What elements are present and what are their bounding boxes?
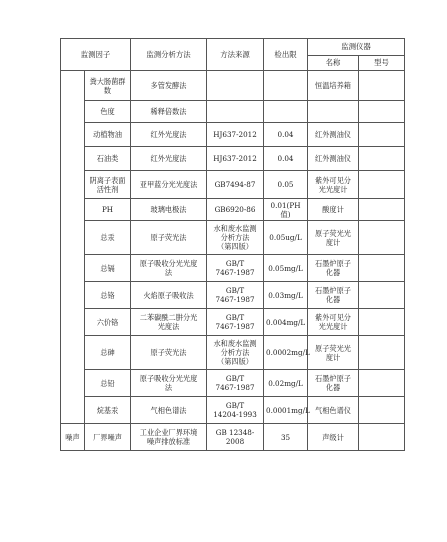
method-cell: 气相色谱法 bbox=[131, 397, 207, 424]
factor-cell: 总汞 bbox=[85, 221, 131, 255]
model-cell bbox=[359, 282, 405, 309]
method-cell: 工业企业厂界环境 噪声排放标准 bbox=[131, 424, 207, 451]
factor-cell: 动植物油 bbox=[85, 123, 131, 147]
factor-cell: PH bbox=[85, 199, 131, 221]
table-row bbox=[61, 71, 405, 101]
instrument-cell: 紫外可见分 光光度计 bbox=[308, 309, 359, 336]
limit-cell: 0.05ug/L bbox=[264, 221, 308, 255]
factor-cell: 烷基汞 bbox=[85, 397, 131, 424]
model-cell bbox=[359, 424, 405, 451]
limit-cell: 0.04 bbox=[264, 147, 308, 171]
model-cell bbox=[359, 71, 405, 101]
instrument-cell bbox=[308, 101, 359, 123]
table-row bbox=[61, 397, 405, 424]
model-cell bbox=[359, 123, 405, 147]
limit-cell: 0.004mg/L bbox=[264, 309, 308, 336]
factor-cell: 总铬 bbox=[85, 282, 131, 309]
model-cell bbox=[359, 336, 405, 370]
table-row bbox=[61, 255, 405, 282]
instrument-cell: 酸度计 bbox=[308, 199, 359, 221]
method-cell: 二苯碳酰二肼分光 光度法 bbox=[131, 309, 207, 336]
source-cell: GB6920-86 bbox=[207, 199, 264, 221]
limit-cell bbox=[264, 71, 308, 101]
header-factor: 监测因子 bbox=[61, 39, 131, 71]
model-cell bbox=[359, 255, 405, 282]
header-instrument: 监测仪器 bbox=[308, 39, 405, 56]
model-cell bbox=[359, 171, 405, 199]
instrument-cell: 红外测油仪 bbox=[308, 123, 359, 147]
table-row bbox=[61, 147, 405, 171]
table-row bbox=[61, 101, 405, 123]
instrument-cell: 原子荧光光 度计 bbox=[308, 336, 359, 370]
header-instrument-name: 名称 bbox=[308, 56, 359, 71]
method-cell: 红外光度法 bbox=[131, 123, 207, 147]
table-row bbox=[61, 282, 405, 309]
table-row bbox=[61, 309, 405, 336]
factor-cell: 总镉 bbox=[85, 255, 131, 282]
source-cell: GB/T 7467-1987 bbox=[207, 255, 264, 282]
model-cell bbox=[359, 101, 405, 123]
method-cell: 稀释倍数法 bbox=[131, 101, 207, 123]
method-cell: 红外光度法 bbox=[131, 147, 207, 171]
method-cell: 原子吸收分光光度 法 bbox=[131, 370, 207, 397]
source-cell: 水和废水监测 分析方法 （第四版） bbox=[207, 221, 264, 255]
category-cell-water bbox=[61, 71, 85, 424]
model-cell bbox=[359, 397, 405, 424]
instrument-cell: 恒温培养箱 bbox=[308, 71, 359, 101]
source-cell: HJ637-2012 bbox=[207, 147, 264, 171]
instrument-cell: 红外测油仪 bbox=[308, 147, 359, 171]
limit-cell: 0.05mg/L bbox=[264, 255, 308, 282]
model-cell bbox=[359, 199, 405, 221]
source-cell: GB7494-87 bbox=[207, 171, 264, 199]
limit-cell: 0.0001mg/L bbox=[264, 397, 308, 424]
method-cell: 原子荧光法 bbox=[131, 221, 207, 255]
factor-cell: 石油类 bbox=[85, 147, 131, 171]
instrument-cell: 气相色谱仪 bbox=[308, 397, 359, 424]
table-row bbox=[61, 171, 405, 199]
table-row-noise bbox=[61, 424, 405, 451]
table-row bbox=[61, 370, 405, 397]
limit-cell: 0.04 bbox=[264, 123, 308, 147]
method-cell: 玻璃电极法 bbox=[131, 199, 207, 221]
instrument-cell: 石墨炉原子 化器 bbox=[308, 370, 359, 397]
limit-cell: 35 bbox=[264, 424, 308, 451]
factor-cell: 粪大肠菌群 数 bbox=[85, 71, 131, 101]
table-row bbox=[61, 199, 405, 221]
factor-cell: 六价铬 bbox=[85, 309, 131, 336]
header-instrument-model: 型号 bbox=[359, 56, 405, 71]
model-cell bbox=[359, 309, 405, 336]
instrument-cell: 声级计 bbox=[308, 424, 359, 451]
source-cell: GB/T 7467-1987 bbox=[207, 370, 264, 397]
source-cell: HJ637-2012 bbox=[207, 123, 264, 147]
factor-cell: 厂界噪声 bbox=[85, 424, 131, 451]
instrument-cell: 紫外可见分 光光度计 bbox=[308, 171, 359, 199]
instrument-cell: 石墨炉原子 化器 bbox=[308, 255, 359, 282]
method-cell: 亚甲蓝分光光度法 bbox=[131, 171, 207, 199]
monitoring-methods-table bbox=[60, 38, 405, 451]
table-row bbox=[61, 336, 405, 370]
source-cell: GB/T 7467-1987 bbox=[207, 309, 264, 336]
limit-cell: 0.03mg/L bbox=[264, 282, 308, 309]
header-row bbox=[61, 39, 405, 56]
header-detection-limit: 检出限 bbox=[264, 39, 308, 71]
method-cell: 原子荧光法 bbox=[131, 336, 207, 370]
source-cell bbox=[207, 101, 264, 123]
model-cell bbox=[359, 370, 405, 397]
model-cell bbox=[359, 221, 405, 255]
method-cell: 多管发酵法 bbox=[131, 71, 207, 101]
factor-cell: 总铅 bbox=[85, 370, 131, 397]
source-cell bbox=[207, 71, 264, 101]
limit-cell: 0.02mg/L bbox=[264, 370, 308, 397]
limit-cell: 0.01(PH值) bbox=[264, 199, 308, 221]
factor-cell: 色度 bbox=[85, 101, 131, 123]
table-row bbox=[61, 123, 405, 147]
header-analysis-method: 监测分析方法 bbox=[131, 39, 207, 71]
instrument-cell: 石墨炉原子 化器 bbox=[308, 282, 359, 309]
factor-cell: 阴离子表面 活性剂 bbox=[85, 171, 131, 199]
header-method-source: 方法来源 bbox=[207, 39, 264, 71]
source-cell: GB/T 14204-1993 bbox=[207, 397, 264, 424]
source-cell: GB/T 7467-1987 bbox=[207, 282, 264, 309]
limit-cell: 0.0002mg/L bbox=[264, 336, 308, 370]
model-cell bbox=[359, 147, 405, 171]
category-cell-noise: 噪声 bbox=[61, 424, 85, 451]
table-row bbox=[61, 221, 405, 255]
method-cell: 火焰原子吸收法 bbox=[131, 282, 207, 309]
limit-cell bbox=[264, 101, 308, 123]
factor-cell: 总砷 bbox=[85, 336, 131, 370]
method-cell: 原子吸收分光光度 法 bbox=[131, 255, 207, 282]
source-cell: GB 12348-2008 bbox=[207, 424, 264, 451]
limit-cell: 0.05 bbox=[264, 171, 308, 199]
source-cell: 水和废水监测 分析方法 （第四版） bbox=[207, 336, 264, 370]
instrument-cell: 原子荧光光 度计 bbox=[308, 221, 359, 255]
